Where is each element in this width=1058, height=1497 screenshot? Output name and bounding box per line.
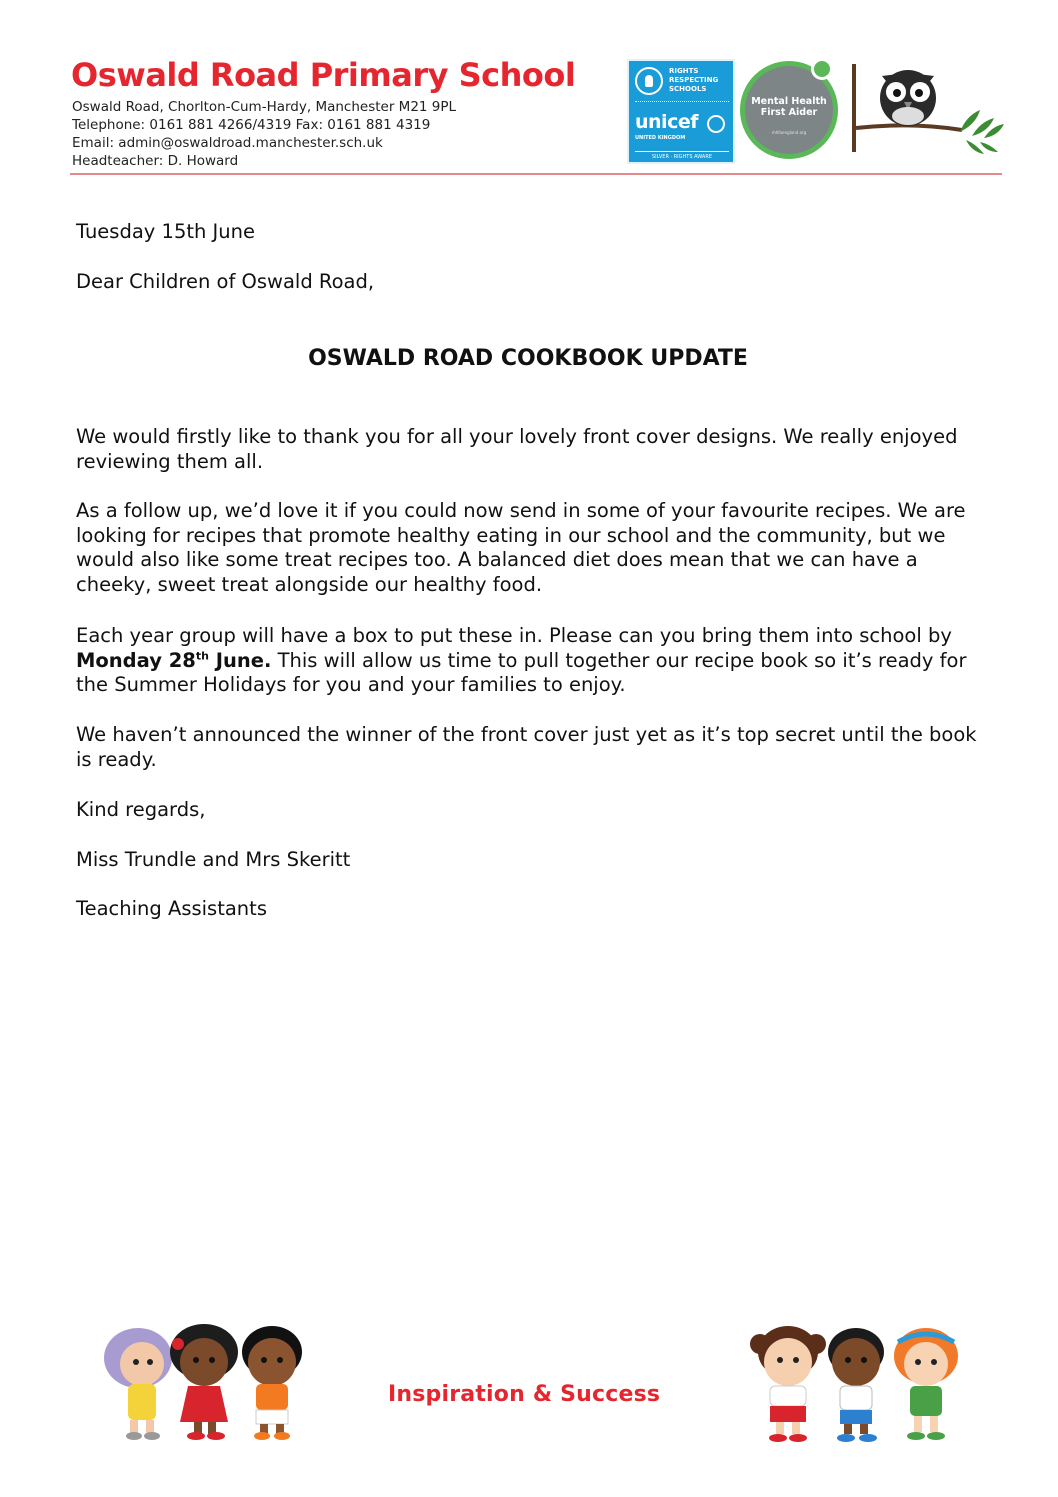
owl-on-branch-icon	[850, 62, 1008, 154]
rights-respecting-icon	[635, 67, 663, 95]
mhfa-label	[745, 96, 833, 118]
school-telephone: Telephone: 0161 881 4266/4319 Fax: 0161 881 4319	[72, 117, 431, 133]
letter-paragraph-4	[76, 723, 980, 772]
paragraph-2-text: As a follow up, we’d love it if you could now send in some of your favourite recipes. We are looking for recipes that promote healthy eating in our school and the community, but we would also like some treat recipes too. A balanced diet does mean that we can have a cheeky, sweet treat alongside our healthy food.	[76, 499, 966, 596]
unicef-wordmark: unicef	[635, 111, 698, 133]
paragraph-3-rest: This will allow us time to pull together our recipe book so it’s ready for the Summer Holidays for you and your families to enjoy.	[76, 648, 967, 696]
mhfa-line-2: First Aider	[760, 107, 818, 118]
mental-health-first-aider-badge	[740, 61, 838, 159]
mhfa-url: mhfaengland.org	[771, 130, 807, 135]
deadline-date	[76, 649, 271, 672]
unicef-region: UNITED KINGDOM	[635, 135, 686, 141]
unicef-globe-icon	[707, 115, 725, 133]
children-illustration-right	[746, 1322, 966, 1444]
school-slogan: Inspiration & Success	[388, 1382, 661, 1407]
school-name: Oswald Road Primary School	[71, 56, 576, 94]
deadline-ordinal: th	[195, 649, 209, 662]
letter-signatories: Miss Trundle and Mrs Skeritt	[76, 848, 351, 871]
letter-paragraph-1	[76, 425, 980, 474]
school-email: Email: admin@oswaldroad.manchester.sch.uk	[72, 135, 383, 151]
badge-divider	[635, 101, 729, 102]
unicef-rights-respecting-badge	[627, 59, 735, 164]
unicef-award-level: SILVER · RIGHTS AWARE	[635, 151, 729, 160]
deadline-day: Monday 28	[76, 648, 196, 672]
paragraph-1-text: We would firstly like to thank you for all your lovely front cover designs. We really enjoyed reviewing them all.	[76, 425, 958, 473]
letter-signatory-role: Teaching Assistants	[76, 897, 267, 920]
headteacher: Headteacher: D. Howard	[72, 153, 239, 169]
header-divider	[70, 173, 1002, 175]
letter-date: Tuesday 15th June	[76, 220, 256, 243]
children-illustration-left	[96, 1322, 312, 1442]
paragraph-3-intro: Each year group will have a box to put these in. Please can you bring them into school by	[76, 624, 952, 647]
mhfa-leaf-icon	[811, 58, 833, 80]
deadline-month: June.	[208, 648, 272, 672]
letter-salutation: Dear Children of Oswald Road,	[76, 270, 375, 293]
rrs-label	[669, 67, 718, 94]
letter-title: OSWALD ROAD COOKBOOK UPDATE	[308, 346, 748, 371]
rrs-line-1: RIGHTS	[669, 67, 699, 75]
rrs-line-3: SCHOOLS	[669, 85, 707, 93]
rrs-line-2: RESPECTING	[669, 76, 719, 84]
school-contact-block	[72, 98, 456, 170]
school-address: Oswald Road, Chorlton-Cum-Hardy, Manchester M21 9PL	[72, 99, 457, 115]
letter-paragraph-3	[76, 624, 980, 698]
mhfa-line-1: Mental Health	[751, 96, 827, 107]
paragraph-4-text: We haven’t announced the winner of the front cover just yet as it’s top secret until the book is ready.	[76, 723, 977, 771]
letter-paragraph-2	[76, 499, 980, 597]
letter-closing: Kind regards,	[76, 798, 206, 821]
